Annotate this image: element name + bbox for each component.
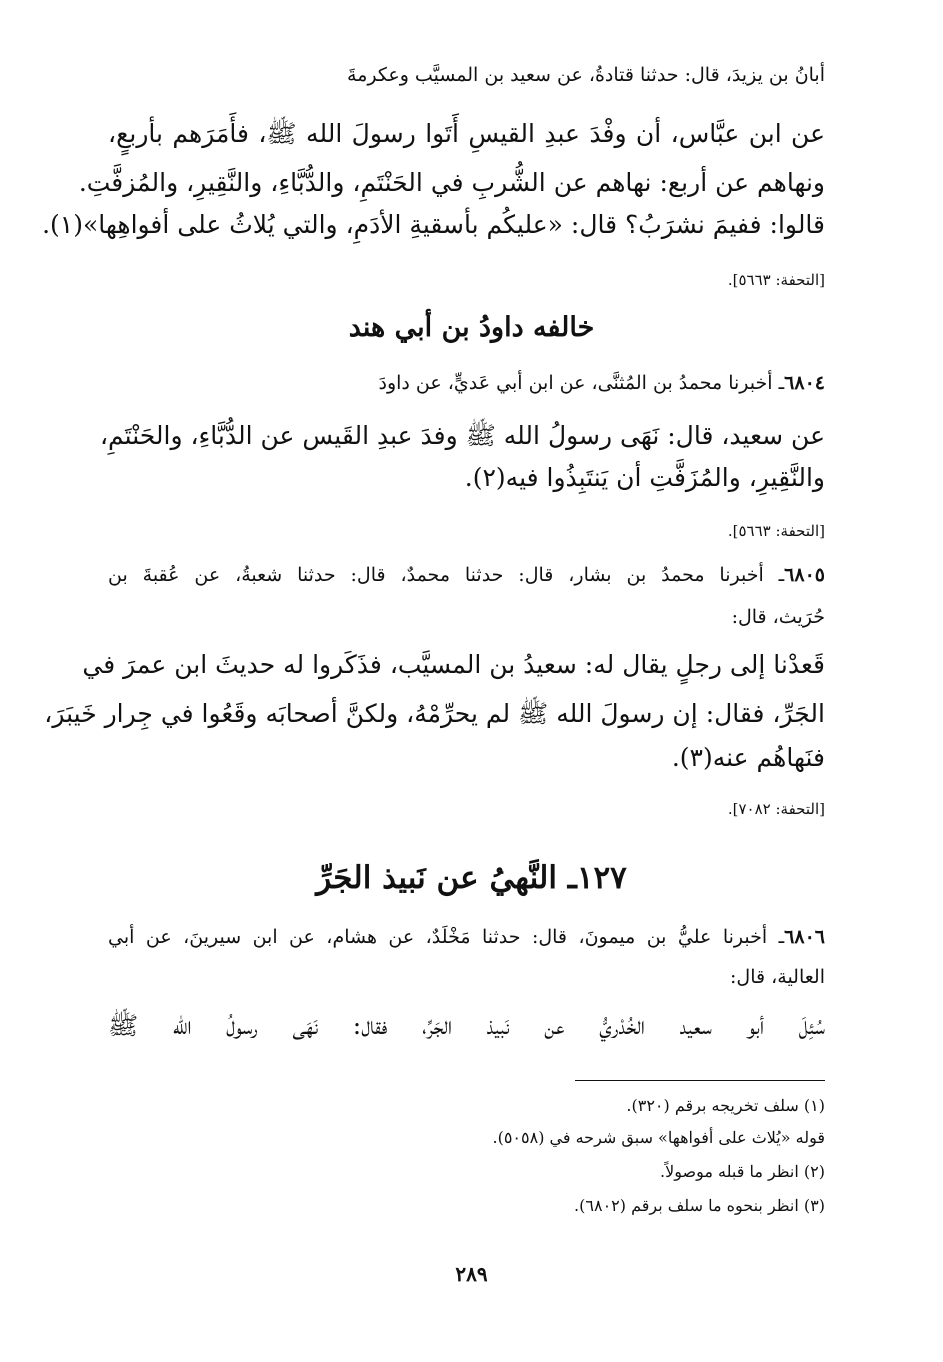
tuhfa-reference: [التحفة: ٥٦٦٣]. <box>727 271 825 289</box>
hadith-6803-line-2: ونهاهم عن أربع: نهاهم عن الشُّربِ في الحَنْتَمِ، والدُّبَّاءِ، والنَّقِيرِ، والمُزفَّتِ. <box>78 168 825 197</box>
hadith-number: ٦٨٠٦ <box>784 926 825 948</box>
hadith-6806-line-1: سُئِلَ أبو سعيد الخُدْريُّ عن نَبيذ الجَرِّ، فقال: نَهَى رسولُ الله ﷺ <box>108 1011 825 1040</box>
hadith-6803-line-1: عن ابن عبَّاس، أن وفْدَ عبدِ القيسِ أَتَوا رسولَ الله ﷺ، فأَمَرَهم بأربعٍ، <box>108 119 825 148</box>
hadith-number: ٦٨٠٥ <box>784 564 825 586</box>
hadith-6805-line-2: الجَرِّ، فقال: إن رسولَ الله ﷺ لم يحرِّمْهُ، ولكنَّ أصحابَه وقَعُوا في جِرار خَيبَرَ، <box>44 699 825 728</box>
isnad-text: ـ أخبرنا محمدُ بن المُثنَّى، عن ابن أبي عَديٍّ، عن داودَ <box>378 372 785 394</box>
hadith-6804-isnad <box>108 372 825 394</box>
chapter-heading: ١٢٧ـ النَّهيُ عن نَبيذ الجَرِّ <box>316 860 627 896</box>
footnote-2: (٢) انظر ما قبله موصولاً. <box>660 1162 825 1181</box>
section-heading: خالفه داودُ بن أبي هند <box>348 312 595 343</box>
footnote-3: (٣) انظر بنحوه ما سلف برقم (٦٨٠٢). <box>574 1196 825 1215</box>
hadith-6806-isnad-1 <box>108 926 825 948</box>
hadith-6804-line-1: عن سعيد، قال: نَهَى رسولُ الله ﷺ وفدَ عبدِ القَيس عن الدُّبَّاءِ، والحَنْتَمِ، <box>99 421 825 450</box>
hadith-6806-isnad-2: العالية، قال: <box>730 966 825 988</box>
tuhfa-reference: [التحفة: ٥٦٦٣]. <box>727 522 825 540</box>
hadith-6805-isnad-1 <box>108 564 825 586</box>
footnote-1-note: قوله «يُلاث على أفواهها» سبق شرحه في (٥٠٥٨). <box>492 1128 825 1147</box>
hadith-number: ٦٨٠٤ <box>784 372 825 394</box>
isnad-text: ـ أخبرنا عليُّ بن ميمونَ، قال: حدثنا مَخْلَدٌ، عن هشام، عن ابن سيرينَ، عن أبي <box>108 926 785 948</box>
hadith-6805-line-3: فنَهاهُم عنه(٣). <box>671 743 825 772</box>
hadith-6805-line-1: قَعدْنا إلى رجلٍ يقال له: سعيدُ بن المسيَّب، فذَكَروا له حديثَ ابن عمرَ في <box>82 650 825 679</box>
footnote-1: (١) سلف تخريجه برقم (٣٢٠). <box>626 1096 825 1115</box>
isnad-text: ـ أخبرنا محمدُ بن بشار، قال: حدثنا محمدٌ، قال: حدثنا شعبةُ، عن عُقبةَ بن <box>108 564 785 586</box>
isnad-continuation: أبانُ بن يزيدَ، قال: حدثنا قتادةُ، عن سعيد بن المسيَّب وعكرمةَ <box>347 64 825 86</box>
hadith-6804-line-2: والنَّقِيرِ، والمُزَفَّتِ أن يَنتَبِذُوا فيه(٢). <box>464 463 825 492</box>
footnote-separator <box>575 1080 825 1081</box>
hadith-6805-isnad-2: حُرَيث، قال: <box>731 606 825 628</box>
tuhfa-reference: [التحفة: ٧٠٨٢]. <box>727 800 825 818</box>
hadith-6803-line-3: قالوا: ففيمَ نشرَبُ؟ قال: «عليكُم بأسقيةِ الأدَمِ، والتي يُلاثُ على أفواهِها»(١). <box>42 210 825 239</box>
page-number: ٢٨٩ <box>455 1262 488 1286</box>
